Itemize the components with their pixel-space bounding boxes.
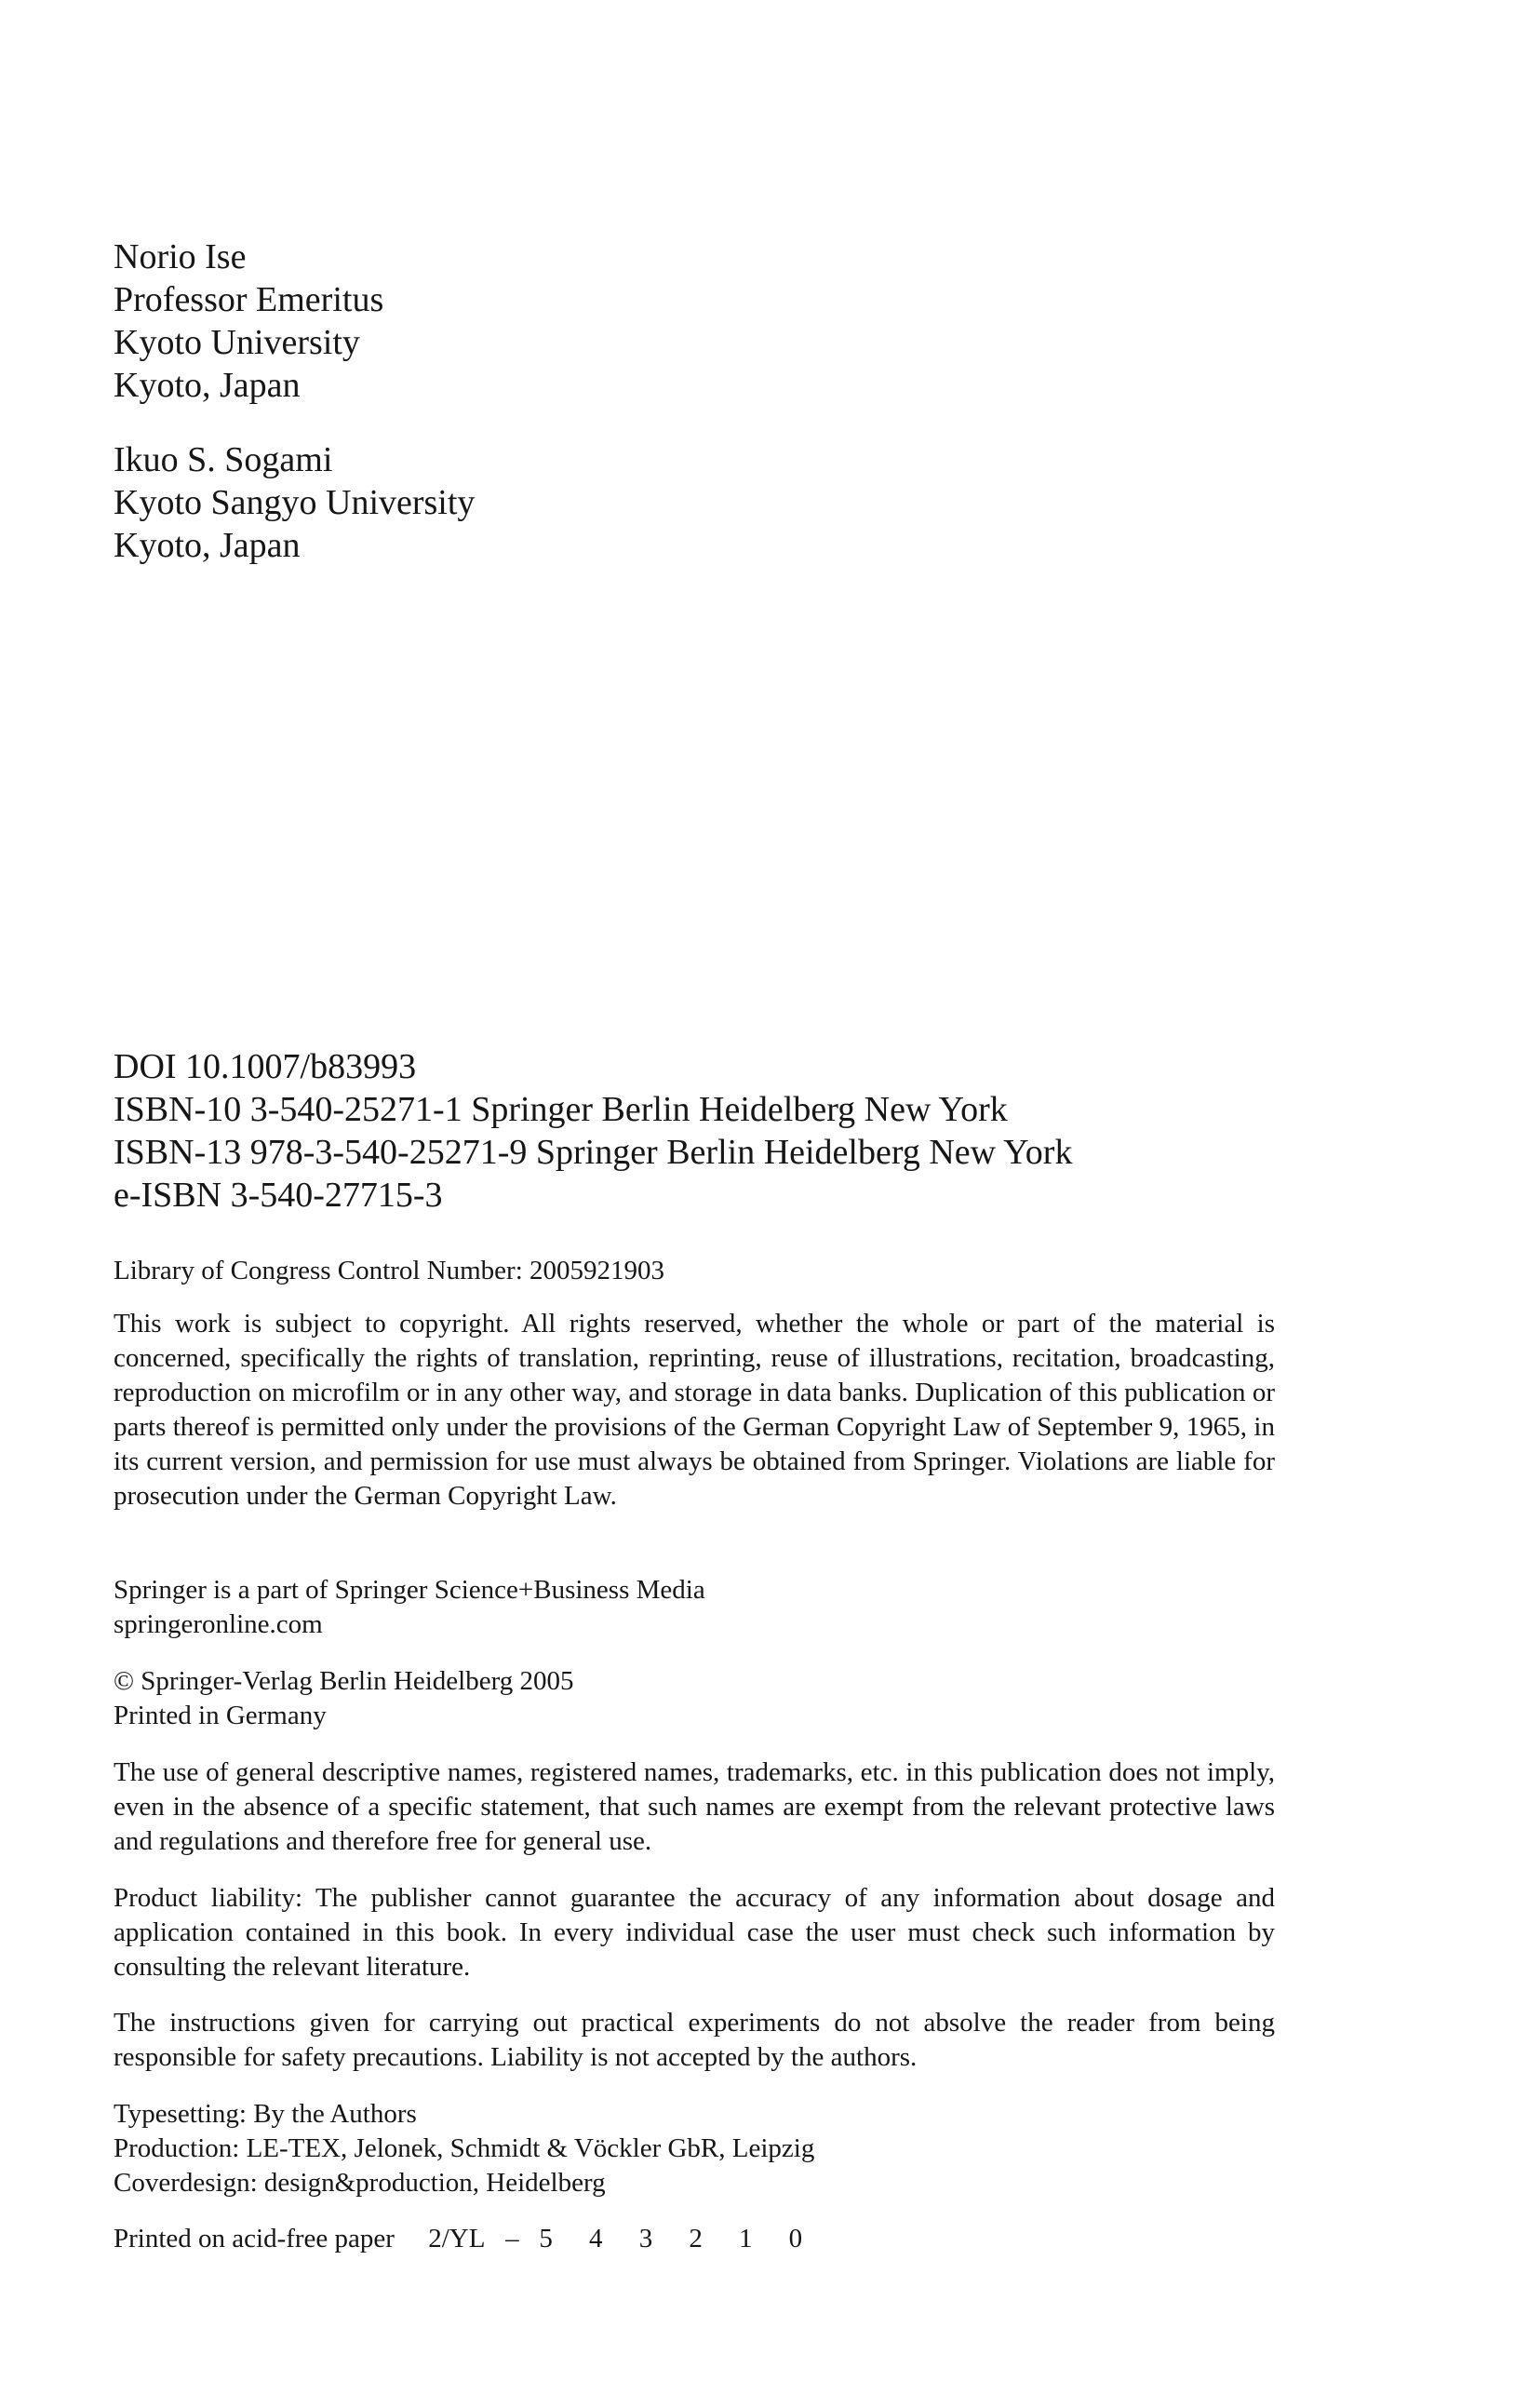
- author-location: Kyoto, Japan: [114, 526, 301, 565]
- instructions-notice: The instructions given for carrying out practical experiments do not absolve the reader from being responsible for safety precautions. Liability is not accepted by the authors.: [114, 2008, 1275, 2072]
- trademark-notice: The use of general descriptive names, registered names, trademarks, etc. in this publication does not imply, even in the absence of a specific statement, that such names are exempt from the relevant protective laws and regulations and therefore free for general use.: [114, 1757, 1275, 1856]
- printing-code: 2/YL: [428, 2224, 486, 2253]
- publisher-line: Springer is a part of Springer Science+Business Media: [114, 1575, 705, 1605]
- publisher-info: [114, 1573, 1275, 1642]
- printed-in: Printed in Germany: [114, 1701, 327, 1730]
- loc-control-text: Library of Congress Control Number: 2005921903: [114, 1256, 665, 1285]
- liability-notice: Product liability: The publisher cannot guarantee the accuracy of any information about dosage and application contained in this book. In every individual case the user must check such information by consulting the relevant literature.: [114, 1883, 1275, 1982]
- printing-line: [114, 2222, 1275, 2256]
- loc-control-number: [114, 1254, 1275, 1288]
- printing-dash: –: [505, 2224, 519, 2253]
- production-credit: Production: LE-TEX, Jelonek, Schmidt & Vöckler GbR, Leipzig: [114, 2133, 815, 2163]
- author-block-1: [114, 235, 383, 407]
- isbn-10: ISBN-10 3-540-25271-1 Springer Berlin Heidelberg New York: [114, 1090, 1008, 1129]
- author-location: Kyoto, Japan: [114, 366, 301, 405]
- author-name: Norio Ise: [114, 237, 247, 276]
- doi: DOI 10.1007/b83993: [114, 1047, 417, 1086]
- coverdesign-credit: Coverdesign: design&production, Heidelberg: [114, 2168, 606, 2198]
- author-block-2: [114, 438, 475, 567]
- author-name: Ikuo S. Sogami: [114, 440, 333, 479]
- copyright-block: [114, 1664, 1275, 1733]
- author-affiliation: Kyoto University: [114, 323, 360, 362]
- paper-note: Printed on acid-free paper: [114, 2224, 395, 2253]
- typesetting-credit: Typesetting: By the Authors: [114, 2099, 417, 2129]
- copyright-line: © Springer-Verlag Berlin Heidelberg 2005: [114, 1666, 574, 1696]
- copyright-page: [114, 0, 1277, 2408]
- author-affiliation: Kyoto Sangyo University: [114, 483, 476, 522]
- publisher-website: springeronline.com: [114, 1609, 323, 1639]
- print-run-sequence: 5 4 3 2 1 0: [539, 2224, 818, 2253]
- identifiers-block: [114, 1045, 1072, 1217]
- author-title: Professor Emeritus: [114, 280, 384, 319]
- copyright-notice: This work is subject to copyright. All rights reserved, whether the whole or part of the material is concerned, specifically the rights of translation, reprinting, reuse of illustrations, recitation, broadcasting, reproduction on microfilm or in any other way, and storage in data banks. Duplication of this publication or parts thereof is permitted only under the provisions of the German Copyright Law of September 9, 1965, in its current version, and permission for use must always be obtained from Springer. Violations are liable for prosecution under the German Copyright Law.: [114, 1309, 1275, 1511]
- e-isbn: e-ISBN 3-540-27715-3: [114, 1176, 443, 1215]
- isbn-13: ISBN-13 978-3-540-25271-9 Springer Berlin Heidelberg New York: [114, 1133, 1073, 1172]
- production-credits: [114, 2097, 1275, 2200]
